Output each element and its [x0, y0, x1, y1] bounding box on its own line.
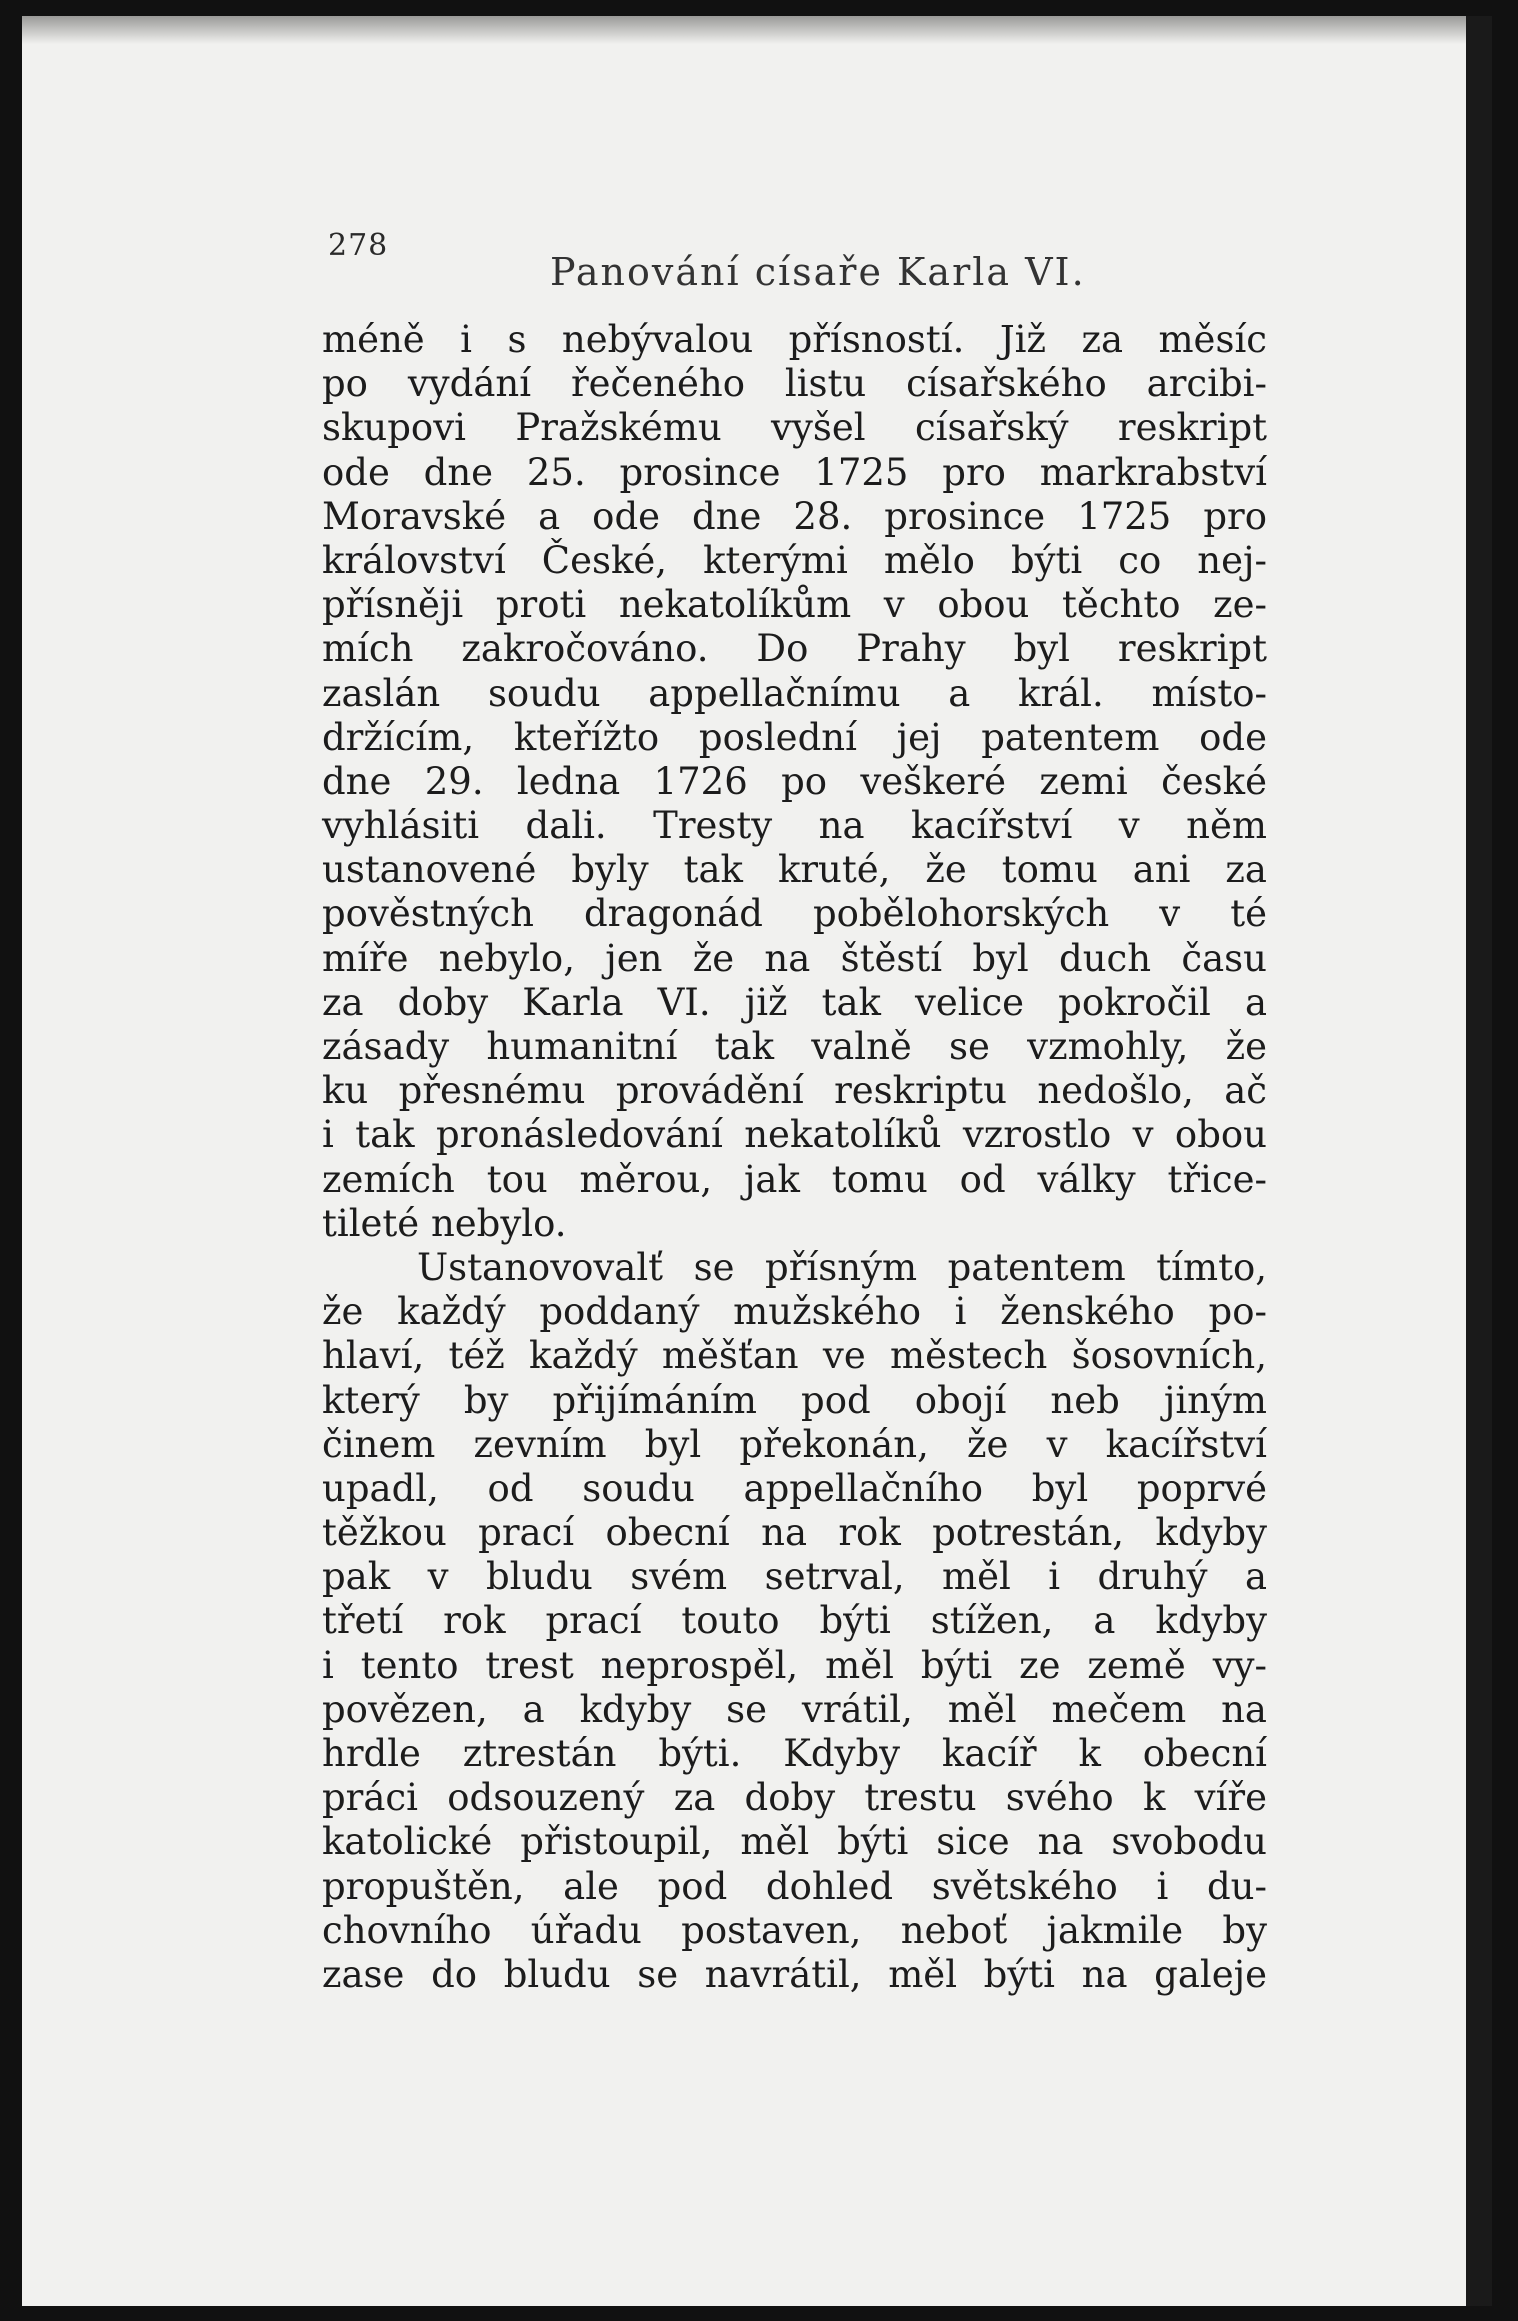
text-line: zásady humanitní tak valně se vzmohly, že [322, 1025, 1267, 1068]
text-line: pak v bludu svém setrval, měl i druhý a [322, 1555, 1267, 1599]
text-line: méně i s nebývalou přísností. Již za měsíc [322, 318, 1267, 361]
text-line: zemích tou měrou, jak tomu od války třice- [322, 1157, 1267, 1201]
text-line: držícím, kteřížto poslední jej patentem ode [322, 715, 1267, 759]
text-line: katolické přistoupil, měl býti sice na svobodu [322, 1820, 1267, 1864]
text-line: Moravské a ode dne 28. prosince 1725 pro [322, 494, 1267, 538]
text-line: třetí rok prací touto býti stížen, a kdyby [322, 1599, 1267, 1643]
text-line: i tak pronásledování nekatolíků vzrostlo v obou [322, 1113, 1267, 1157]
book-page [22, 16, 1492, 2306]
text-line: dne 29. ledna 1726 po veškeré zemi české [322, 759, 1267, 803]
text-line: za doby Karla VI. již tak velice pokročil a [322, 980, 1267, 1024]
text-line: po vydání řečeného listu císařského arcibi- [322, 362, 1267, 406]
text-line: chovního úřadu postaven, neboť jakmile by [322, 1908, 1267, 1952]
page-number: 278 [328, 228, 389, 263]
page-header [22, 16, 1492, 294]
text-line: ustanovené byly tak kruté, že tomu ani za [322, 848, 1267, 892]
text-line: ode dne 25. prosince 1725 pro markrabství [322, 450, 1267, 494]
text-line: i tento trest neprospěl, měl býti ze země vy- [322, 1643, 1267, 1687]
scan-border [1466, 16, 1492, 2306]
text-line: skupovi Pražskému vyšel císařský reskript [322, 406, 1267, 450]
running-head: Panování císaře Karla VI. [550, 250, 1086, 294]
text-line: že každý poddaný mužského i ženského po- [322, 1290, 1267, 1334]
body-text [322, 318, 1267, 1997]
text-line: práci odsouzený za doby trestu svého k víře [322, 1776, 1267, 1820]
text-line: povězen, a kdyby se vrátil, měl mečem na [322, 1687, 1267, 1731]
text-line: míře nebylo, jen že na štěstí byl duch času [322, 936, 1267, 980]
text-line: upadl, od soudu appellačního byl poprvé [322, 1466, 1267, 1510]
paragraph-end-line: tileté nebylo. [322, 1201, 567, 1245]
text-line: činem zevním byl překonán, že v kacířství [322, 1422, 1267, 1466]
text-line: ku přesnému provádění reskriptu nedošlo, ač [322, 1069, 1267, 1113]
text-line: pověstných dragonád pobělohorských v té [322, 892, 1267, 936]
text-line: hrdle ztrestán býti. Kdyby kacíř k obecní [322, 1732, 1267, 1775]
text-line: hlaví, též každý měšťan ve městech šosovních, [322, 1334, 1267, 1378]
text-line: mích zakročováno. Do Prahy byl reskript [322, 627, 1267, 671]
text-line: přísněji proti nekatolíkům v obou těchto ze- [322, 583, 1267, 627]
text-line: vyhlásiti dali. Tresty na kacířství v něm [322, 804, 1267, 848]
text-line: zaslán soudu appellačnímu a král. místo- [322, 671, 1267, 715]
text-line: zase do bludu se navrátil, měl býti na galeje [322, 1952, 1267, 1996]
text-line: propuštěn, ale pod dohled světského i du- [322, 1864, 1267, 1908]
paragraph-start-line: Ustanovovalť se přísným patentem tímto, [417, 1245, 1267, 1289]
text-line: který by přijímáním pod obojí neb jiným [322, 1378, 1267, 1422]
text-line: těžkou prací obecní na rok potrestán, kdyby [322, 1511, 1267, 1555]
text-line: království České, kterými mělo býti co nej- [322, 538, 1267, 582]
